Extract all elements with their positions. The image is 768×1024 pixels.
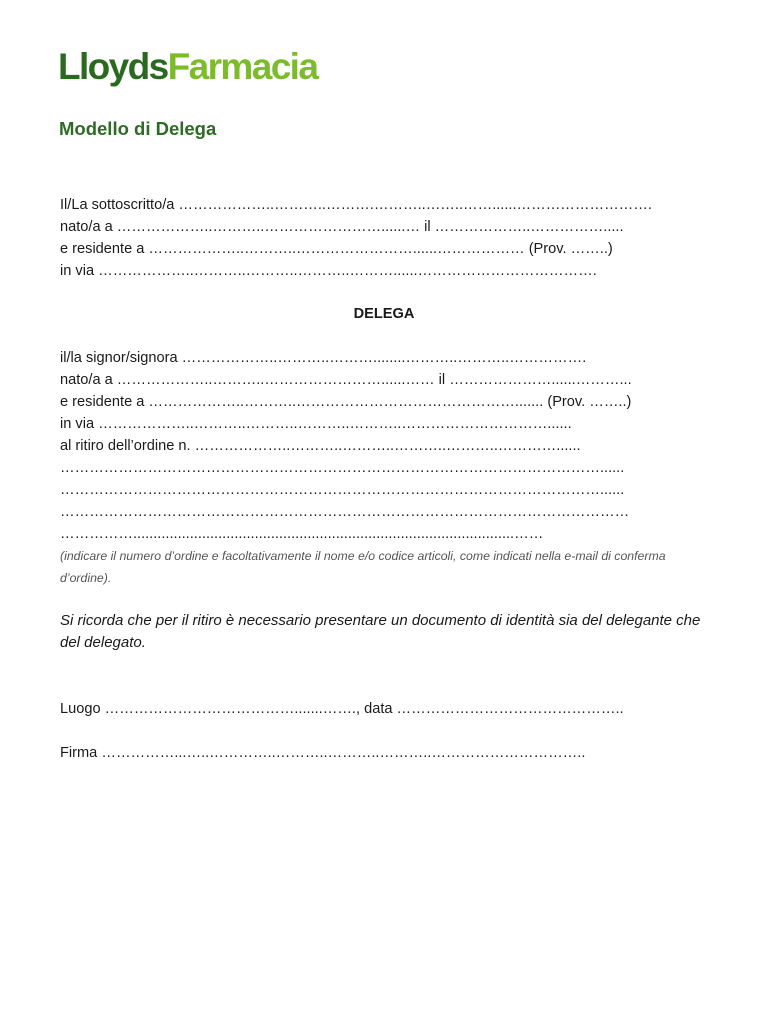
- order-instructions-note: (indicare il numero d’ordine e facoltativamente il nome e/o codice articoli, come indicati nella e-mail di conferma d’ordine).: [60, 549, 666, 585]
- delegate-street-line: in via ………………..………..………..………..………..…………………………......: [60, 416, 572, 432]
- delegate-residence-line: e residente a ………………..………..………………………………………....... (Prov. ……..): [60, 394, 632, 410]
- order-detail-line: ……………..............................................................................................……: [60, 526, 544, 542]
- delegator-residence-line: e residente a ………………..………..……………………......……………… (Prov. ……..): [60, 241, 613, 257]
- logo-lloyds-text: Lloyds: [58, 46, 168, 87]
- order-detail-line: …………………………………………………………………………………………………......: [60, 460, 625, 476]
- delegate-birth-line: nato/a a ………………..………..……………………......…… il …………………......………...: [60, 372, 632, 388]
- signature-line: Firma ……………...…..…………..………..………..………..…………………………..: [60, 745, 586, 761]
- lloydsfarmacia-logo: [58, 48, 317, 85]
- order-detail-line: …………………………………………………………………………………………………......: [60, 482, 625, 498]
- delegator-birth-line: nato/a a ………………..………..……………………......… il ………………..…………….....: [60, 219, 624, 235]
- order-number-line: al ritiro dell’ordine n. ………………..………..………..………..………..…………......: [60, 438, 581, 454]
- document-title: Modello di Delega: [59, 118, 217, 139]
- delega-heading: DELEGA: [353, 306, 415, 322]
- order-detail-line: ………………………………………………………………………………………………………: [60, 504, 630, 520]
- place-date-line: Luogo ………………………………….......……., data ………………………………………..: [60, 701, 624, 717]
- id-document-reminder: Si ricorda che per il ritiro è necessario presentare un documento di identità sia del delegante che del delegato.: [60, 612, 701, 651]
- delegator-street-line: in via ………………..………..………..………..………......……………………………….: [60, 263, 597, 279]
- logo-farmacia-text: Farmacia: [167, 46, 318, 87]
- delegate-name-line: il/la signor/signora ………………..………..………........………..………..…………….: [60, 350, 587, 366]
- delegator-name-line: Il/La sottoscritto/a ………………..………..……….………..……..……......……………………….: [60, 197, 652, 213]
